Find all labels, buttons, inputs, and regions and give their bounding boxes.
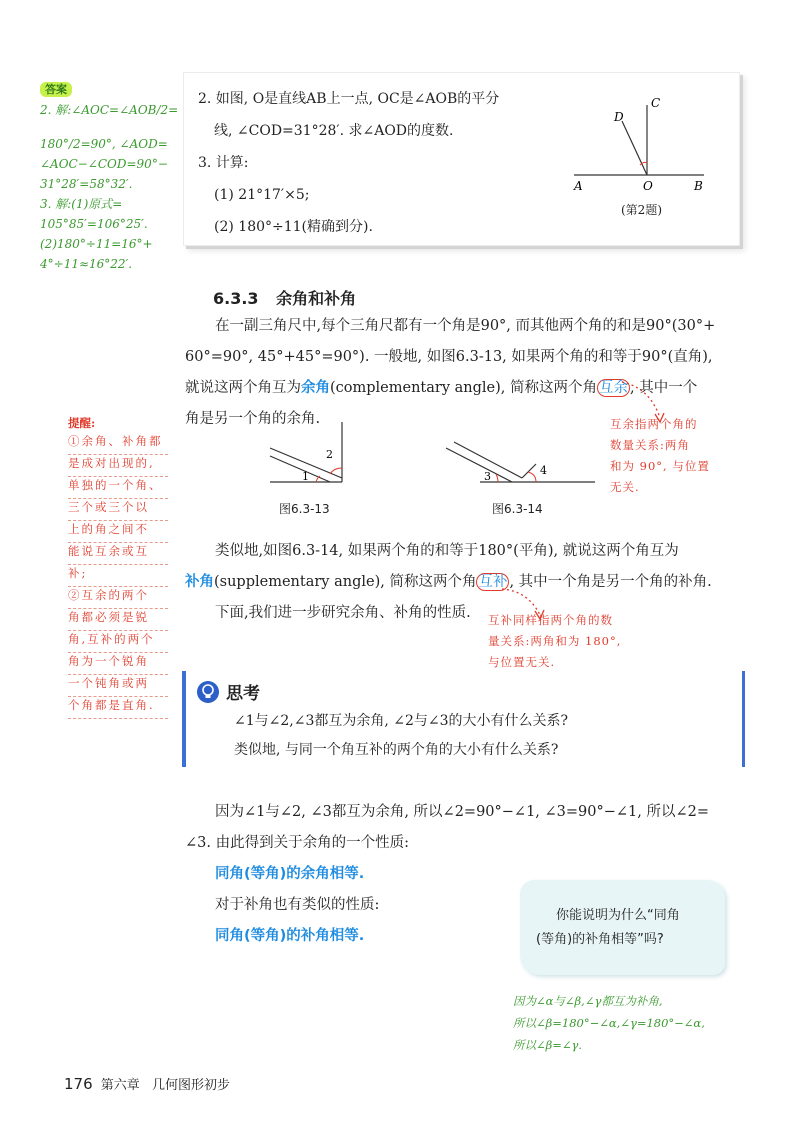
think-box — [182, 671, 745, 767]
angle-label-1: 1 — [302, 470, 309, 483]
tip-header: 提醒: — [68, 416, 96, 430]
note-complementary — [610, 414, 740, 498]
para2-line2 — [185, 567, 740, 598]
note-line: 量关系:两角和为 180°, — [488, 634, 622, 648]
bubble-text — [536, 904, 680, 952]
answer-line: ∠AOC−∠COD=90°− — [40, 157, 168, 171]
tip-line: 个角都是直角. — [68, 697, 168, 719]
para1-text: , 其中一个 — [630, 380, 698, 396]
note-line: 和为 90°, 与位置 — [610, 459, 710, 473]
section-heading — [213, 286, 356, 309]
tip-line: 单独的一个角、 — [68, 477, 168, 499]
think-questions — [234, 707, 568, 765]
property-supplementary: 同角(等角)的补角相等. — [215, 928, 365, 944]
label-d: D — [614, 110, 624, 124]
note-line: 互余指两个角的 — [610, 417, 698, 431]
answer-line: 所以∠β=180°−∠α,∠γ=180°−∠α, — [513, 1016, 705, 1030]
answer-line: 31°28′=58°32′. — [40, 177, 133, 191]
answer-badge: 答案 — [40, 78, 72, 97]
think-header — [196, 679, 260, 704]
figure-caption-6-3-14: 图6.3-14 — [492, 502, 543, 516]
answer-line: 2. 解:∠AOC=∠AOB/2= — [40, 103, 179, 117]
term-complementary: 余角 — [301, 380, 330, 396]
question-3-1: (1) 21°17′×5; — [214, 187, 310, 203]
tip-box — [68, 415, 168, 712]
bubble-answer — [513, 990, 753, 1056]
tip-line: 一个钝角或两 — [68, 675, 168, 697]
question-2-line1: 2. 如图, O是直线AB上一点, OC是∠AOB的平分 — [198, 91, 500, 107]
answer-line: 105°85′=106°25′. — [40, 217, 148, 231]
para3-line1: 因为∠1与∠2, ∠3都互为余角, 所以∠2=90°−∠1, ∠3=90°−∠1, 所以∠2= — [215, 804, 710, 820]
exercise-text — [198, 83, 578, 243]
angle-label-3: 3 — [484, 470, 491, 483]
question-3-2: (2) 180°÷11(精确到分). — [214, 219, 373, 235]
tip-line: 三个或三个以 — [68, 499, 168, 521]
term-supplementary: 补角 — [185, 574, 214, 590]
question-2-figure — [564, 93, 714, 193]
para1-text: 就说这两个角互为 — [185, 380, 301, 396]
tip-line: 补; — [68, 565, 168, 587]
lightbulb-icon — [196, 680, 220, 704]
label-a: A — [574, 179, 583, 193]
answer-line: 180°/2=90°, ∠AOD= — [40, 137, 168, 151]
para2-text: (supplementary angle), 简称这两个角 — [214, 574, 477, 590]
tip-line: 上的角之间不 — [68, 521, 168, 543]
answer-line: 因为∠α与∠β,∠γ都互为补角, — [513, 994, 663, 1008]
angle-label-2: 2 — [326, 448, 333, 461]
answer-notes — [40, 100, 180, 274]
note-line: 数量关系:两角 — [610, 438, 690, 452]
circled-huyu: 互余 — [599, 380, 628, 396]
think-question-2: 类似地, 与同一个角互补的两个角的大小有什么关系? — [234, 742, 559, 758]
property-complementary: 同角(等角)的余角相等. — [215, 866, 365, 882]
answer-line: 4°÷11≈16°22′. — [40, 257, 133, 271]
figure-caption-6-3-13: 图6.3-13 — [279, 502, 330, 516]
question-2-line2: 线, ∠COD=31°28′. 求∠AOD的度数. — [214, 123, 454, 139]
think-title: 思考 — [226, 684, 260, 704]
section-number: 6.3.3 — [213, 289, 259, 308]
tip-line: 能说互余或互 — [68, 543, 168, 565]
angle-label-4: 4 — [540, 464, 547, 477]
note-line: 与位置无关. — [488, 655, 556, 669]
label-c: C — [651, 96, 661, 110]
label-b: B — [694, 179, 703, 193]
note-line: 互补同样指两个角的数 — [488, 613, 613, 627]
para1-line4: 角是另一个角的余角. — [185, 411, 321, 427]
exercise-box — [183, 72, 740, 246]
question-bubble — [520, 880, 725, 975]
think-question-1: ∠1与∠2,∠3都互为余角, ∠2与∠3的大小有什么关系? — [234, 713, 569, 729]
note-supplementary — [488, 610, 688, 673]
circled-hubu: 互补 — [478, 574, 508, 590]
bubble-line: (等角)的补角相等”吗? — [536, 932, 664, 947]
page-footer — [64, 1074, 230, 1093]
tip-line: ②互余的两个 — [68, 587, 168, 609]
tip-line: 角都必须是锐 — [68, 609, 168, 631]
tip-line: 角为一个锐角 — [68, 653, 168, 675]
chapter-number: 第六章 — [100, 1078, 140, 1093]
tip-line: 是成对出现的, — [68, 455, 168, 477]
answer-line: 所以∠β=∠γ. — [513, 1038, 583, 1052]
figure-caption-q2: (第2题) — [621, 203, 662, 217]
para3-line2: ∠3. 由此得到关于余角的一个性质: — [185, 835, 409, 851]
para1-line2: 60°=90°, 45°+45°=90°). 一般地, 如图6.3-13, 如果两个角的和等于90°(直角), — [185, 349, 713, 365]
figure-6-3-14 — [440, 438, 600, 484]
chapter-title: 几何图形初步 — [151, 1078, 230, 1093]
answer-line: (2)180°÷11=16°+ — [40, 237, 153, 251]
para2-text: , 其中一个角是另一个角的补角. — [509, 574, 712, 590]
question-3: 3. 计算: — [198, 155, 249, 171]
figure-6-3-13 — [268, 418, 358, 486]
para1-line1: 在一副三角尺中,每个三角尺都有一个角是90°, 而其他两个角的和是90°(30°+ — [215, 318, 716, 334]
page-number: 176 — [64, 1075, 93, 1093]
para2-line1: 类似地,如图6.3-14, 如果两个角的和等于180°(平角), 就说这两个角互为 — [215, 543, 679, 559]
para1-text: (complementary angle), 简称这两个角 — [330, 380, 597, 396]
bubble-line: 你能说明为什么“同角 — [556, 908, 680, 923]
section-title: 余角和补角 — [276, 289, 357, 308]
tip-line: ①余角、补角都 — [68, 433, 168, 455]
note-line: 无关. — [610, 480, 640, 494]
para2-line3: 下面,我们进一步研究余角、补角的性质. — [215, 605, 471, 621]
answer-line: 3. 解:(1)原式= — [40, 197, 123, 211]
para3-line3: 对于补角也有类似的性质: — [215, 897, 380, 913]
tip-line: 角,互补的两个 — [68, 631, 168, 653]
label-o: O — [643, 179, 653, 193]
